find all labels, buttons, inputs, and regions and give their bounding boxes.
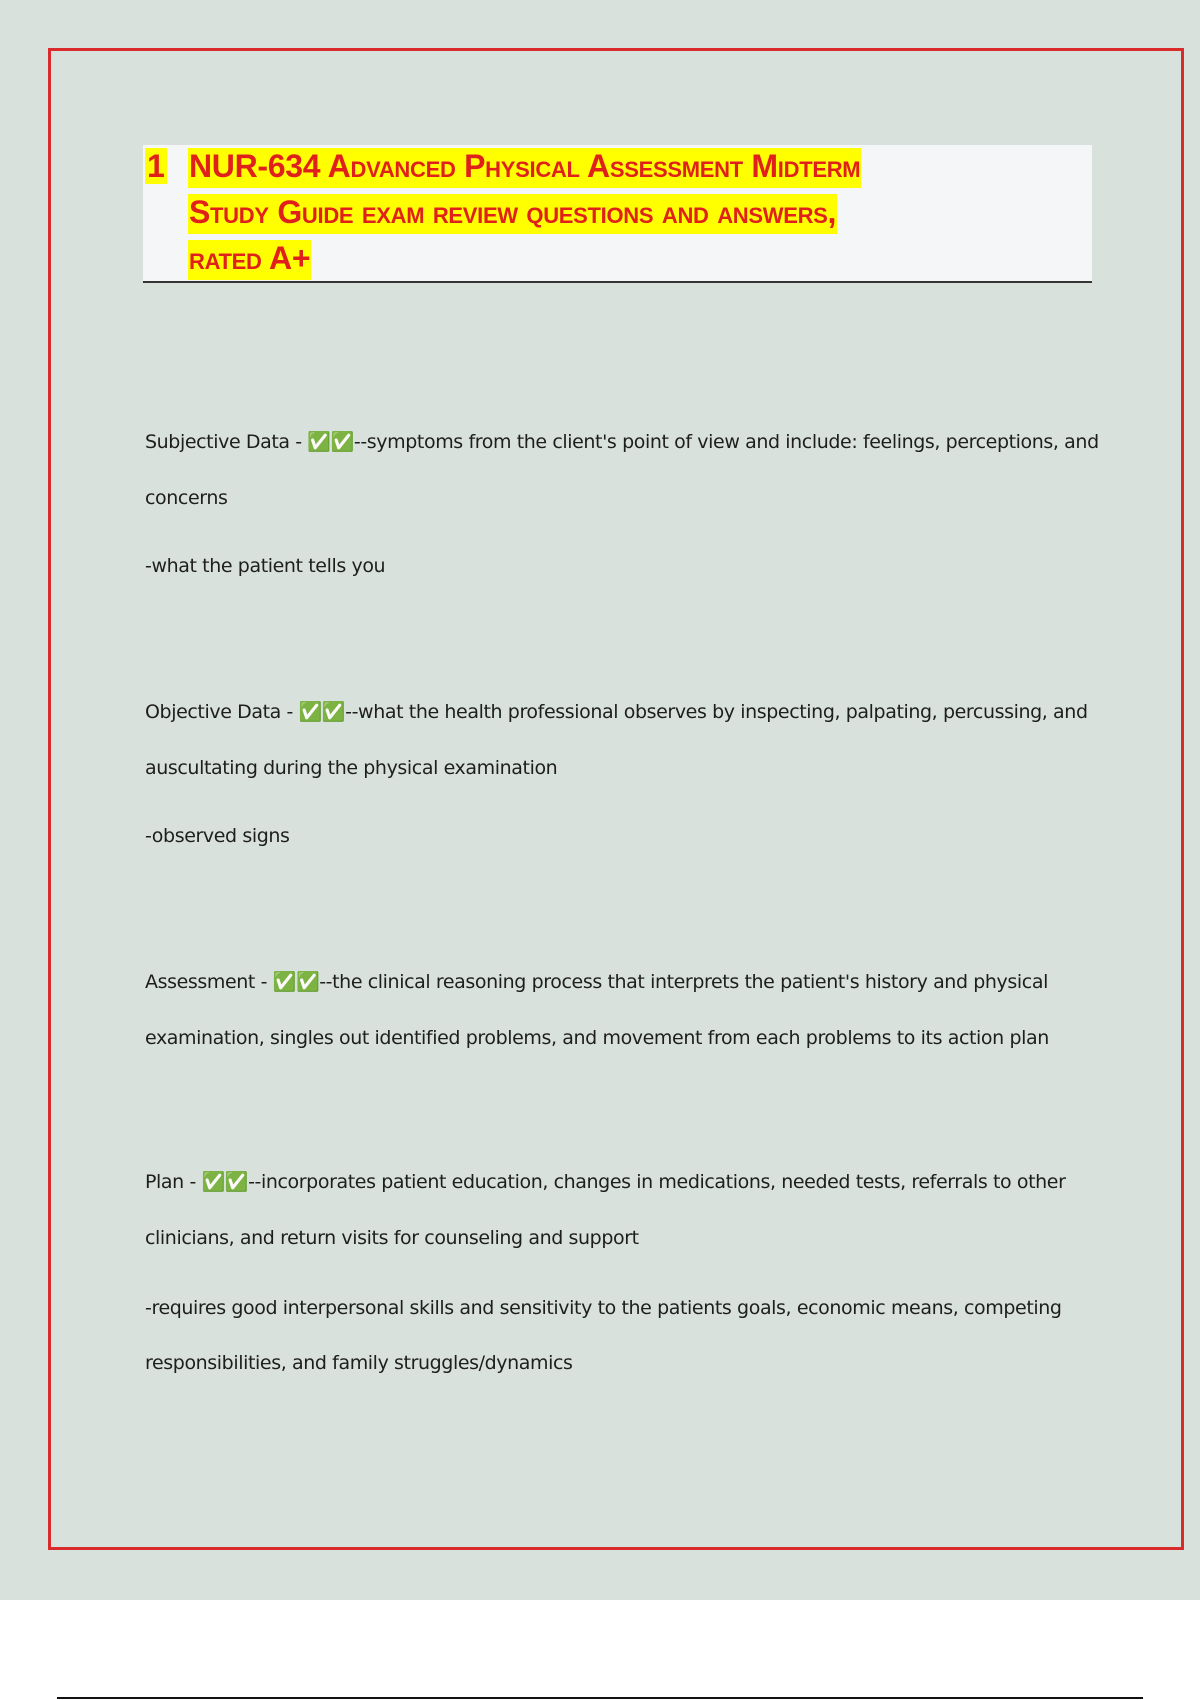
document-title: [188, 146, 1068, 284]
entry-plan-note-line-1: -requires good interpersonal skills and sensitivity to the patients goals, economic means, competing: [145, 1297, 1062, 1319]
entry-plan-line-2: clinicians, and return visits for counseling and support: [145, 1227, 639, 1249]
entry-plan-note-line-2: responsibilities, and family struggles/dynamics: [145, 1352, 573, 1374]
title-line-text: Study Guide exam review questions and answers,: [188, 194, 837, 234]
title-line-text: rated A+: [188, 240, 311, 280]
entry-assessment-line-2: examination, singles out identified problems, and movement from each problems to its action plan: [145, 1027, 1049, 1049]
footer-rule: [57, 1697, 1143, 1699]
title-line: [188, 238, 311, 284]
heading-number: 1: [147, 148, 165, 184]
entry-objective-note: -observed signs: [145, 825, 290, 847]
entry-subjective-note: -what the patient tells you: [145, 555, 386, 577]
entry-subjective-line-1: Subjective Data - ✅✅--symptoms from the client's point of view and include: feelings, perceptions, and: [145, 431, 1099, 453]
title-line-text: NUR-634 Advanced Physical Assessment Midterm: [188, 148, 861, 188]
title-line: [188, 146, 861, 192]
entry-objective-line-1: Objective Data - ✅✅--what the health professional observes by inspecting, palpating, percussing, and: [145, 701, 1088, 723]
entry-plan-line-1: Plan - ✅✅--incorporates patient education, changes in medications, needed tests, referrals to other: [145, 1171, 1066, 1193]
entry-assessment-line-1: Assessment - ✅✅--the clinical reasoning process that interprets the patient's history and physical: [145, 971, 1048, 993]
entry-objective-line-2: auscultating during the physical examination: [145, 757, 558, 779]
title-line: [188, 192, 837, 238]
entry-subjective-line-2: concerns: [145, 487, 228, 509]
